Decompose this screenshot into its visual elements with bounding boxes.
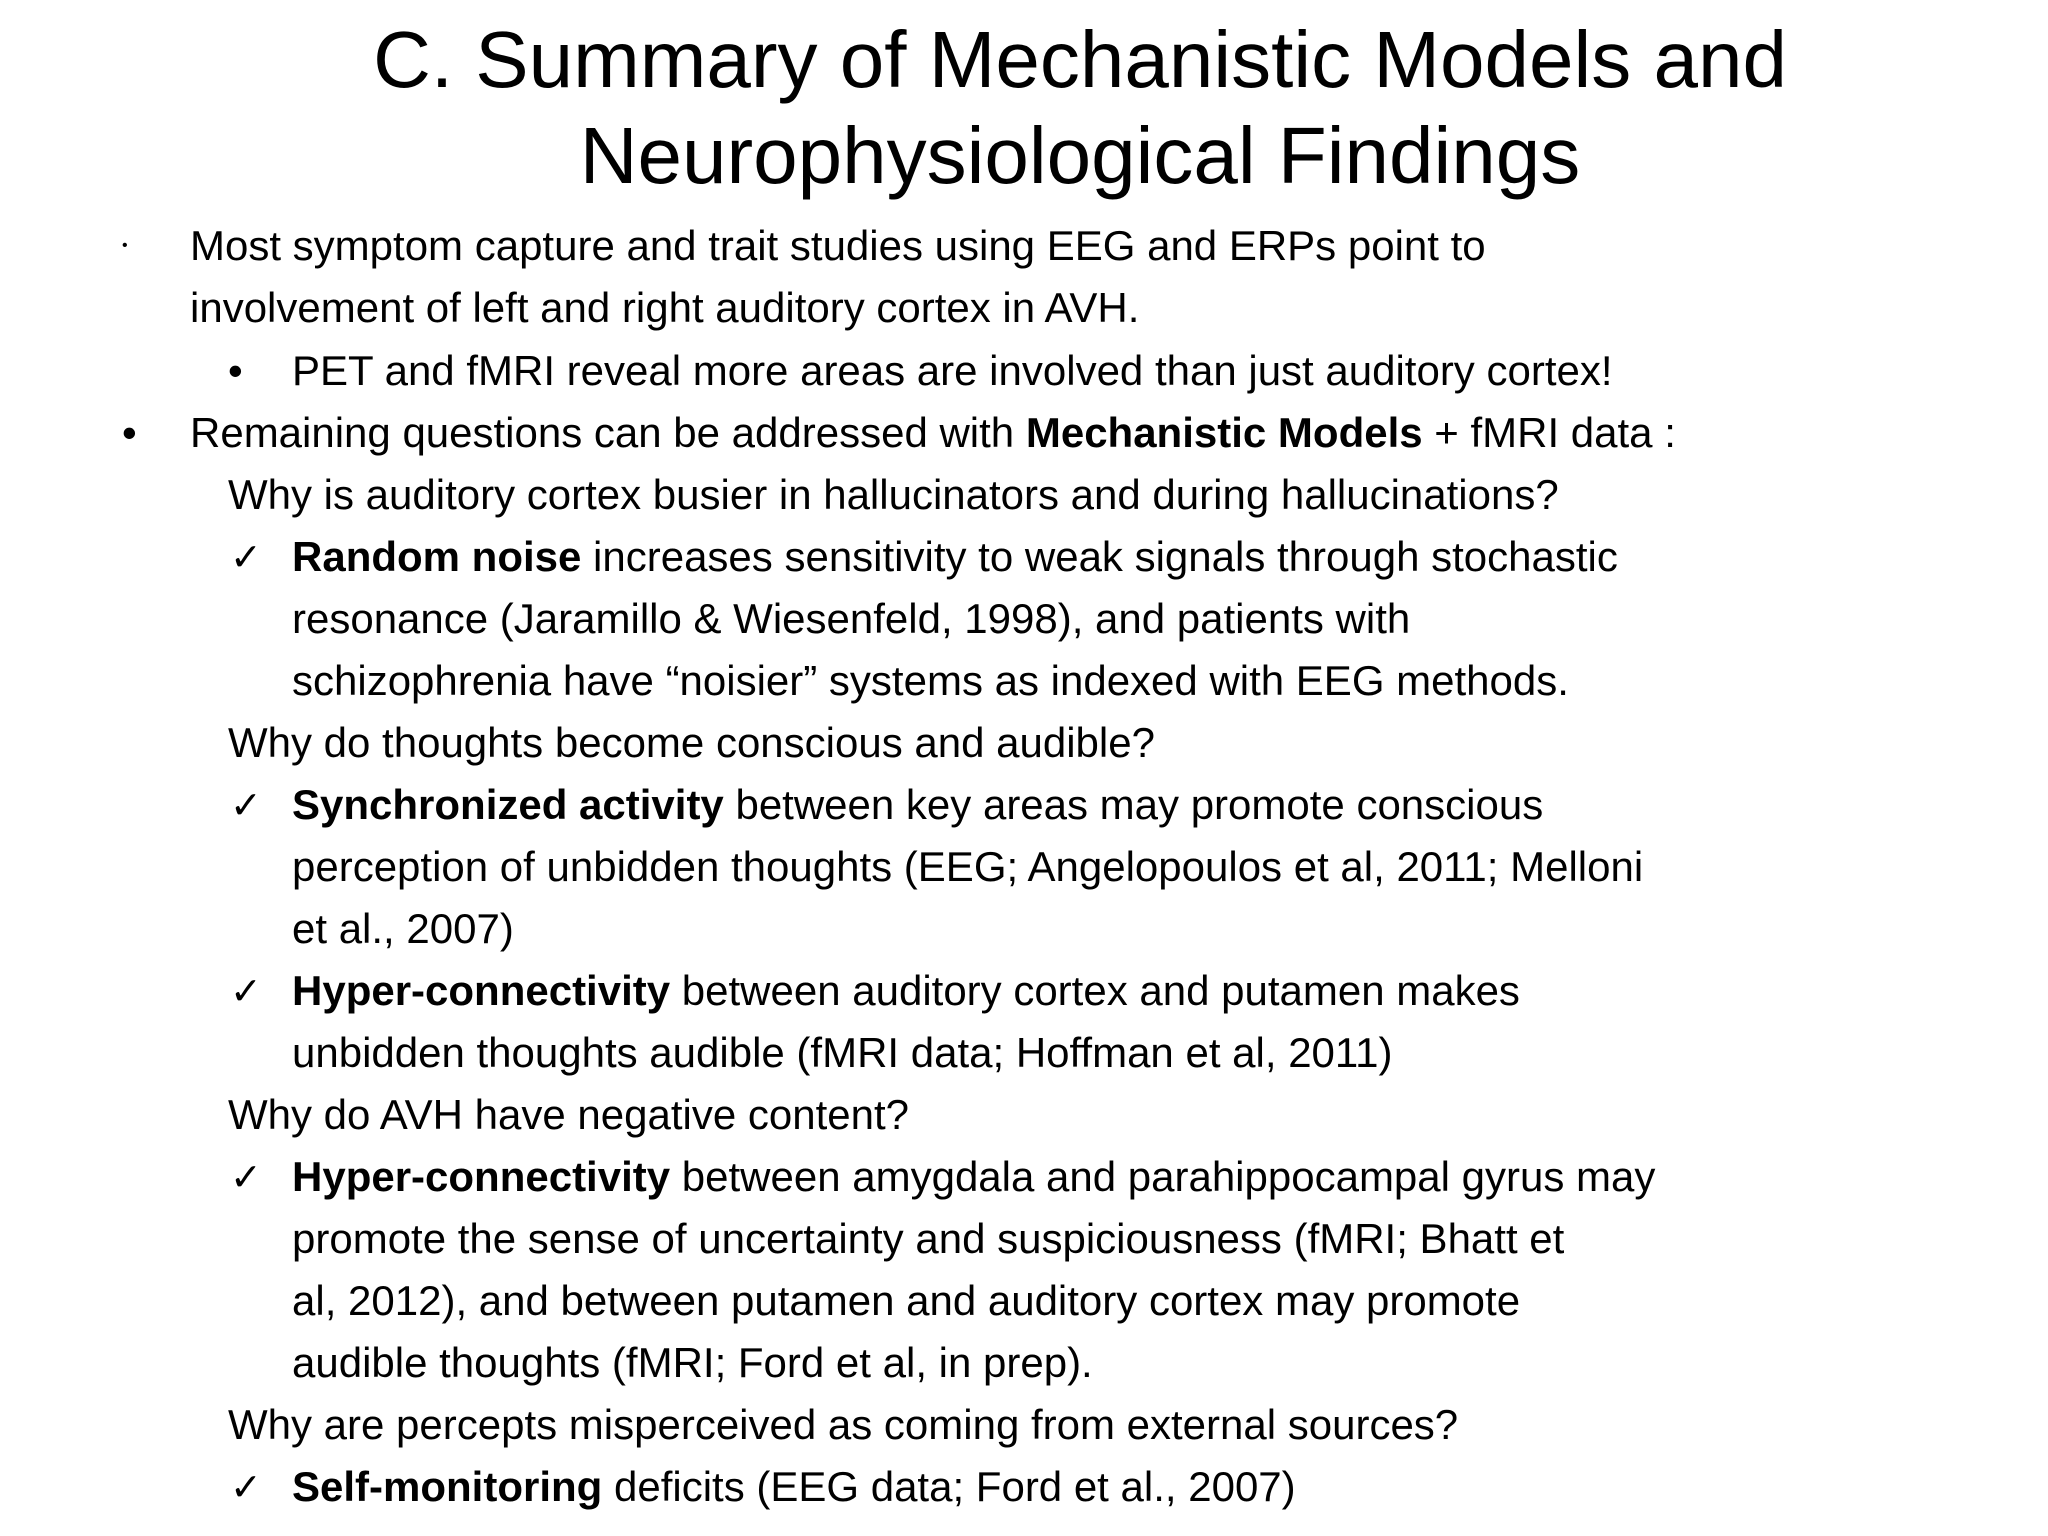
q2-answer-1-bold: Synchronized activity [292,781,724,828]
q2-answer-1-line-1 [292,780,1543,830]
q2-answer-2-bold: Hyper-connectivity [292,967,671,1014]
q1-answer-1-rest: increases sensitivity to weak signals through stochastic [581,533,1618,580]
q1-answer-1-line-1 [292,532,1618,582]
bullet-1-line-1: Most symptom capture and trait studies using EEG and ERPs point to [190,222,1486,269]
q1-answer-1-bold: Random noise [292,533,582,580]
q4-answer-1-bold: Self-monitoring [292,1463,603,1510]
q1-answer-1-line-2: resonance (Jaramillo & Wiesenfeld, 1998), and patients with [292,595,1411,642]
question-2: Why do thoughts become conscious and audible? [228,719,1155,766]
slide-title [250,12,1910,204]
q2-answer-2-rest: between auditory cortex and putamen makes [670,967,1520,1014]
checkmark-icon: ✓ [230,535,262,579]
q3-answer-1-line-1 [292,1152,1655,1202]
q2-answer-2-line-2: unbidden thoughts audible (fMRI data; Hoffman et al, 2011) [292,1029,1393,1076]
checkmark-icon: ✓ [230,1465,262,1509]
title-line-1: C. Summary of Mechanistic Models and [373,15,1787,104]
checkmark-icon: ✓ [230,1155,262,1199]
sub-bullet-glyph: • [228,347,243,394]
bullet-2-pre: Remaining questions can be addressed with [190,409,1026,456]
q4-answer-1-line-1 [292,1462,1296,1512]
checkmark-icon: ✓ [230,783,262,827]
checkmark-icon: ✓ [230,969,262,1013]
q2-answer-1-rest: between key areas may promote conscious [723,781,1544,828]
bullet-glyph: • [122,409,137,456]
q3-answer-1-line-4: audible thoughts (fMRI; Ford et al, in prep). [292,1339,1093,1386]
q2-answer-1-line-3: et al., 2007) [292,905,514,952]
q2-answer-1-line-2: perception of unbidden thoughts (EEG; Angelopoulos et al, 2011; Melloni [292,843,1644,890]
q1-answer-1-line-3: schizophrenia have “noisier” systems as indexed with EEG methods. [292,657,1569,704]
bullet-1-line-2: involvement of left and right auditory cortex in AVH. [190,284,1140,331]
question-1: Why is auditory cortex busier in hallucinators and during hallucinations? [228,471,1559,518]
bullet-2-post: + fMRI data : [1422,409,1676,456]
title-line-2: Neurophysiological Findings [579,111,1581,200]
q3-answer-1-rest: between amygdala and parahippocampal gyrus may [670,1153,1656,1200]
q4-answer-1-rest: deficits (EEG data; Ford et al., 2007) [602,1463,1296,1510]
bullet-2-text [190,408,1676,458]
bullet-2-bold: Mechanistic Models [1025,409,1423,456]
sub-bullet-text: PET and fMRI reveal more areas are involved than just auditory cortex! [292,347,1613,394]
bullet-glyph: • [122,237,128,254]
q3-answer-1-bold: Hyper-connectivity [292,1153,671,1200]
q3-answer-1-line-3: al, 2012), and between putamen and auditory cortex may promote [292,1277,1521,1324]
q3-answer-1-line-2: promote the sense of uncertainty and suspiciousness (fMRI; Bhatt et [292,1215,1565,1262]
q2-answer-2-line-1 [292,966,1520,1016]
question-4: Why are percepts misperceived as coming from external sources? [228,1401,1459,1448]
question-3: Why do AVH have negative content? [228,1091,909,1138]
